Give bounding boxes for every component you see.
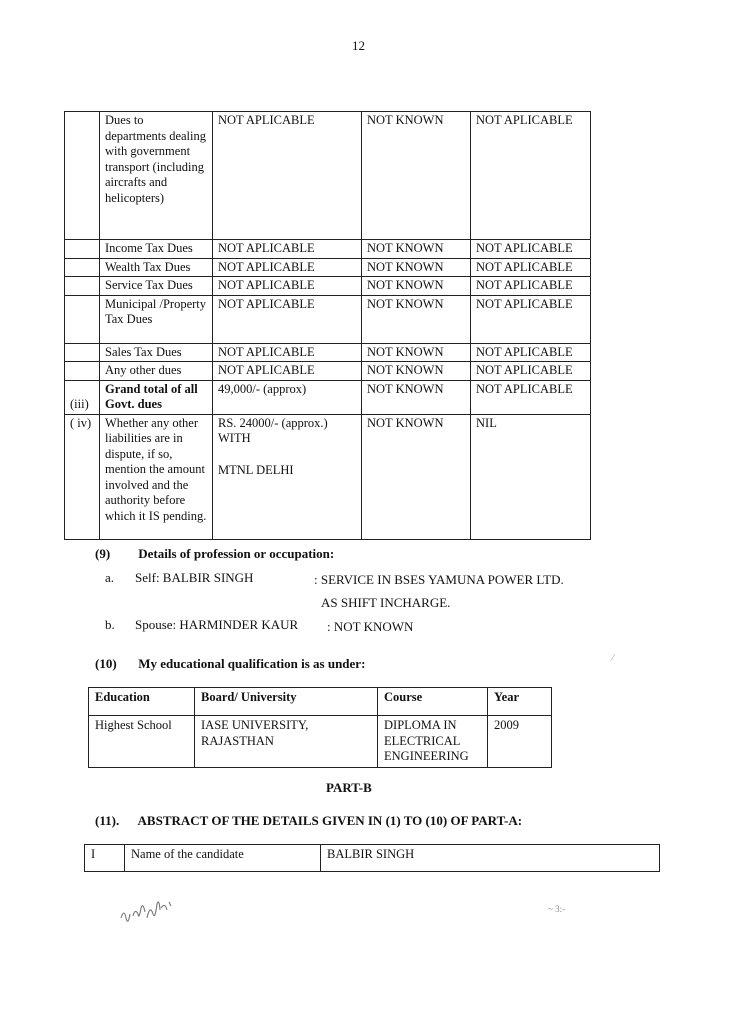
dues-item: Dues to departments dealing with government transport (including aircrafts and helicopters): [100, 112, 213, 240]
dues-index: (iii): [65, 380, 100, 414]
header-year: Year: [488, 688, 552, 716]
dues-value-3: NIL: [471, 414, 591, 539]
dues-value-1: NOT APLICABLE: [213, 343, 362, 362]
dues-index: [65, 295, 100, 343]
section-10-heading: [95, 656, 365, 672]
dues-value-1: 49,000/- (approx): [213, 380, 362, 414]
dues-value-2: NOT KNOWN: [362, 295, 471, 343]
dues-value-1: NOT APLICABLE: [213, 277, 362, 296]
stray-mark: ⁄: [612, 653, 614, 664]
dues-value-2: NOT KNOWN: [362, 362, 471, 381]
occupation-spouse-value: : NOT KNOWN: [327, 619, 414, 634]
dues-index: [65, 277, 100, 296]
education-table: [88, 687, 552, 768]
dues-value-3: NOT APLICABLE: [471, 258, 591, 277]
dues-value-1: NOT APLICABLE: [213, 295, 362, 343]
dues-item: Grand total of all Govt. dues: [100, 380, 213, 414]
dues-row: [65, 112, 591, 240]
dues-item: Income Tax Dues: [100, 240, 213, 259]
dues-index: [65, 343, 100, 362]
dues-index: [65, 112, 100, 240]
dues-index: [65, 258, 100, 277]
section-number: (10): [95, 656, 117, 671]
dues-value-2: NOT KNOWN: [362, 414, 471, 539]
occupation-self-value: : SERVICE IN BSES YAMUNA POWER LTD.: [314, 572, 564, 587]
dues-value-1: NOT APLICABLE: [213, 240, 362, 259]
part-b-heading: PART-B: [326, 780, 372, 795]
education-level: Highest School: [89, 716, 195, 768]
dues-value-3: NOT APLICABLE: [471, 112, 591, 240]
dues-value-3: NOT APLICABLE: [471, 295, 591, 343]
dues-value-1: NOT APLICABLE: [213, 258, 362, 277]
abstract-table: [84, 844, 660, 872]
dues-row: [65, 258, 591, 277]
occupation-self-value-2: AS SHIFT INCHARGE.: [321, 595, 451, 610]
dues-value-1-line2: MTNL DELHI: [218, 462, 294, 477]
dues-row: [65, 295, 591, 343]
dues-value-2: NOT KNOWN: [362, 240, 471, 259]
occupation-self: Self: BALBIR SINGH: [135, 570, 254, 585]
dues-value-1: NOT APLICABLE: [213, 362, 362, 381]
dues-row: [65, 277, 591, 296]
dues-index: [65, 362, 100, 381]
dues-row: [65, 414, 591, 539]
header-education: Education: [89, 688, 195, 716]
education-board: IASE UNIVERSITY, RAJASTHAN: [195, 716, 378, 768]
dues-value-2: NOT KNOWN: [362, 258, 471, 277]
section-title: Details of profession or occupation:: [138, 546, 335, 561]
dues-value-2: NOT KNOWN: [362, 380, 471, 414]
education-header-row: [89, 688, 552, 716]
education-row: [89, 716, 552, 768]
abstract-row: [85, 845, 660, 872]
dues-value-3: NOT APLICABLE: [471, 380, 591, 414]
footer-mark: ~ 3:-: [548, 904, 566, 914]
dues-value-1-line1: RS. 24000/- (approx.) WITH: [218, 415, 328, 445]
dues-item: Service Tax Dues: [100, 277, 213, 296]
section-9-heading: [95, 546, 334, 562]
dues-index: [65, 240, 100, 259]
dues-value-3: NOT APLICABLE: [471, 343, 591, 362]
abstract-value: BALBIR SINGH: [321, 845, 660, 872]
dues-item: Wealth Tax Dues: [100, 258, 213, 277]
dues-row: [65, 362, 591, 381]
header-course: Course: [378, 688, 488, 716]
abstract-label: Name of the candidate: [125, 845, 321, 872]
abstract-index: I: [85, 845, 125, 872]
signature-scribble: [117, 888, 187, 928]
section-11-heading: [95, 813, 522, 829]
education-year: 2009: [488, 716, 552, 768]
occupation-b-label: b.: [105, 617, 115, 632]
dues-item: Sales Tax Dues: [100, 343, 213, 362]
dues-value-2: NOT KNOWN: [362, 277, 471, 296]
dues-value-1: [213, 414, 362, 539]
dues-item: Municipal /Property Tax Dues: [100, 295, 213, 343]
dues-value-3: NOT APLICABLE: [471, 362, 591, 381]
education-course: DIPLOMA IN ELECTRICAL ENGINEERING: [378, 716, 488, 768]
dues-value-2: NOT KNOWN: [362, 343, 471, 362]
section-title: My educational qualification is as under:: [138, 656, 366, 671]
dues-value-3: NOT APLICABLE: [471, 240, 591, 259]
section-number: (9): [95, 546, 111, 561]
section-number: (11).: [95, 813, 120, 828]
occupation-a-label: a.: [105, 570, 115, 585]
dues-value-2: NOT KNOWN: [362, 112, 471, 240]
dues-row: [65, 240, 591, 259]
header-board: Board/ University: [195, 688, 378, 716]
section-title: ABSTRACT OF THE DETAILS GIVEN IN (1) TO (10) OF PART-A:: [137, 813, 523, 828]
dues-item: Whether any other liabilities are in dispute, if so, mention the amount involved and the authority before which it IS pending.: [100, 414, 213, 539]
dues-value-3: NOT APLICABLE: [471, 277, 591, 296]
dues-item: Any other dues: [100, 362, 213, 381]
dues-index: ( iv): [65, 414, 100, 539]
dues-table: [64, 111, 591, 540]
page-number: 12: [352, 38, 365, 53]
dues-value-1: NOT APLICABLE: [213, 112, 362, 240]
dues-row: [65, 343, 591, 362]
dues-row: [65, 380, 591, 414]
occupation-spouse: Spouse: HARMINDER KAUR: [135, 617, 299, 632]
